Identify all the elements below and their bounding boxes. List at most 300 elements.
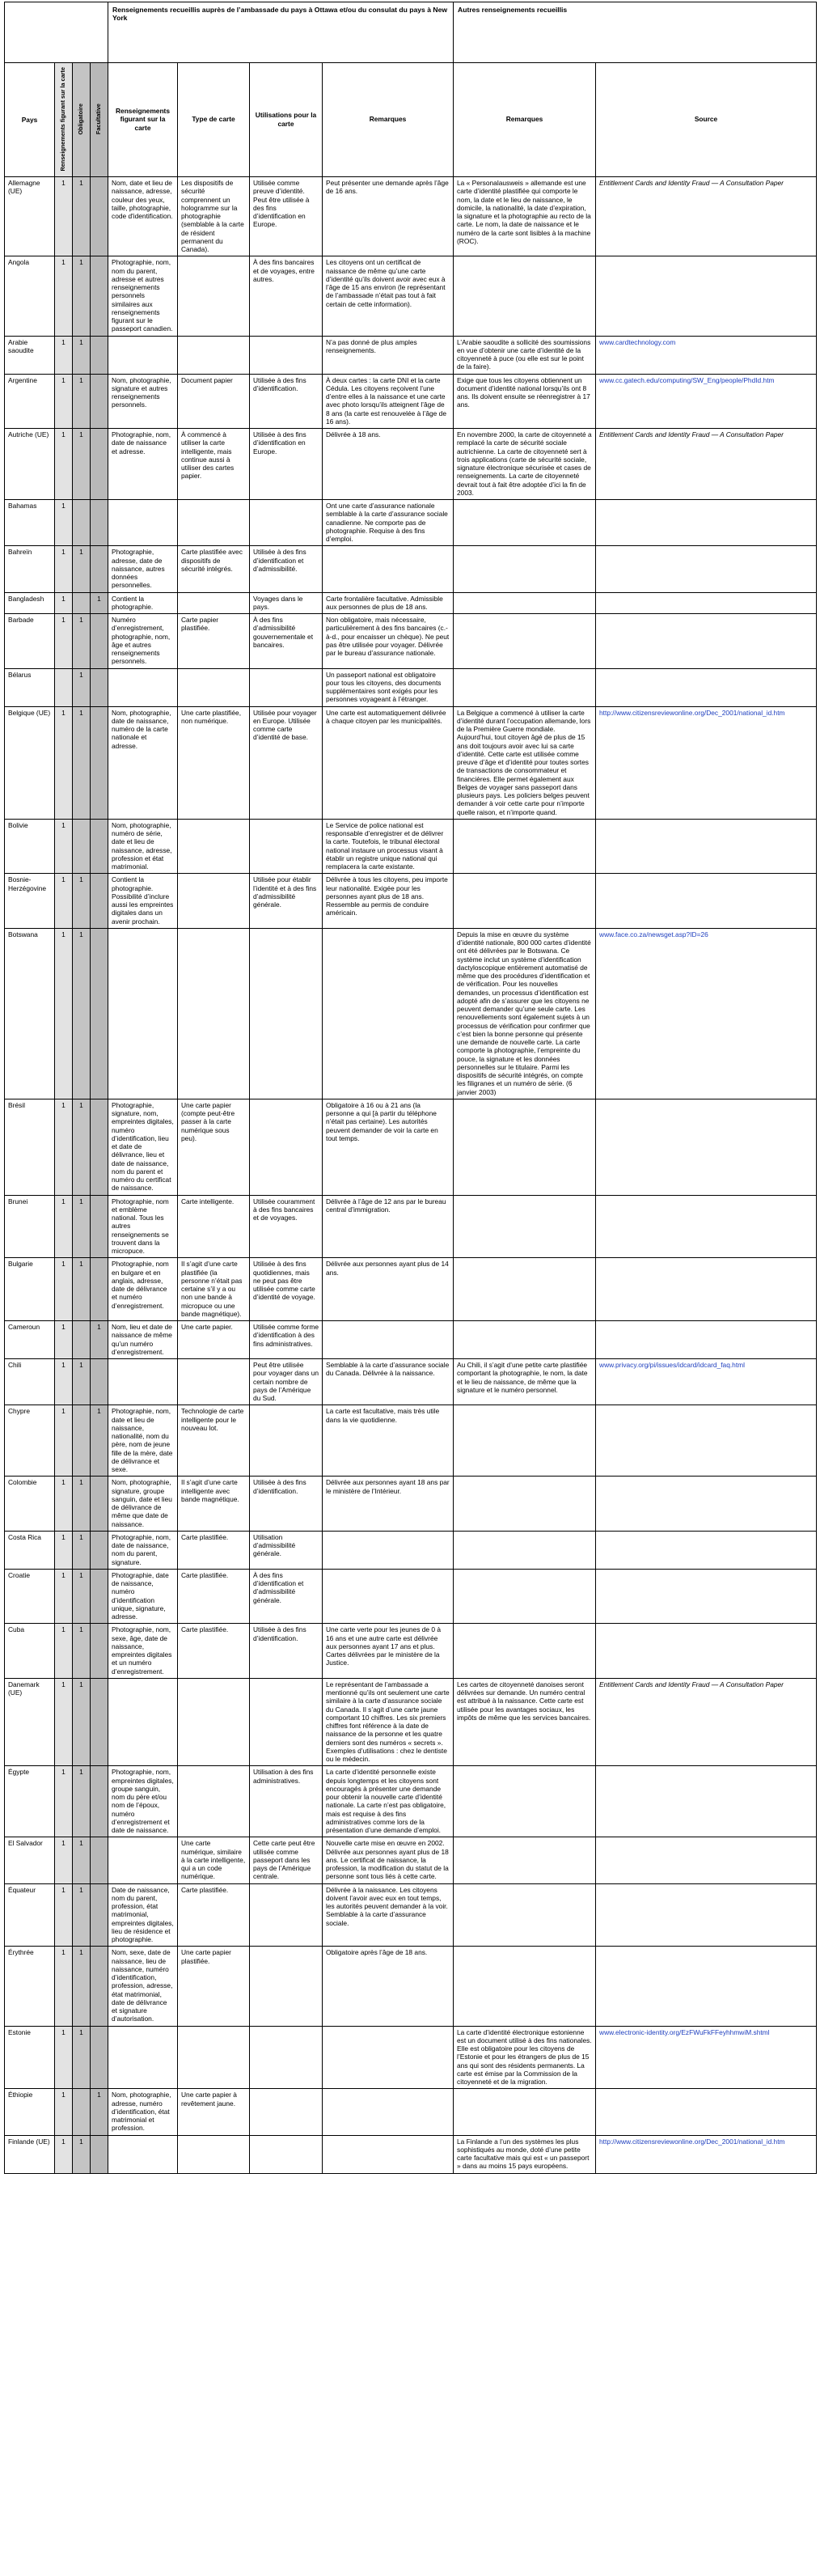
renseignements-cell	[108, 374, 178, 429]
type-carte-text: Une carte papier.	[181, 1323, 233, 1331]
facultative-text: 1	[97, 594, 101, 603]
renseignements-cell	[108, 1624, 178, 1679]
table-row	[5, 1883, 817, 1947]
facultative-cell	[91, 1477, 108, 1532]
type-carte-cell	[178, 2089, 250, 2135]
remarques-autres-cell	[454, 1099, 596, 1195]
country-cell	[5, 1258, 55, 1321]
source-link[interactable]: http://www.citizensreviewonline.org/Dec_2001/national_id.htm	[599, 708, 785, 717]
facultative-cell	[91, 2089, 108, 2135]
facultative-cell	[91, 668, 108, 706]
facultative-cell	[91, 1359, 108, 1405]
flag-cell	[55, 1321, 73, 1359]
obligatoire-cell	[73, 1195, 91, 1258]
flag-cell	[55, 592, 73, 614]
type-carte-cell	[178, 614, 250, 669]
utilisations-text: Utilisée à des fins quotidiennes, mais ne peut pas être utilisée comme carte d’identité de voyage.	[253, 1260, 315, 1302]
obligatoire-text: 1	[79, 1625, 83, 1634]
obligatoire-cell	[73, 429, 91, 500]
utilisations-cell	[250, 1766, 323, 1837]
country-text: Bahamas	[8, 502, 37, 510]
facultative-cell	[91, 874, 108, 929]
country-cell	[5, 429, 55, 500]
source-cell[interactable]	[596, 336, 817, 374]
source-cell	[596, 1947, 817, 2026]
remarques-cell	[323, 1195, 454, 1258]
remarques-cell	[323, 374, 454, 429]
remarques-text: Délivrée aux personnes ayant 18 ans par le ministère de l’Intérieur.	[326, 1478, 450, 1495]
flag-text: 1	[61, 1361, 66, 1369]
country-text: El Salvador	[8, 1839, 43, 1848]
utilisations-cell	[250, 500, 323, 546]
remarques-autres-cell	[454, 177, 596, 256]
renseignements-cell	[108, 177, 178, 256]
table-row	[5, 2135, 817, 2173]
country-text: Costa Rica	[8, 1532, 41, 1541]
flag-text: 1	[61, 375, 66, 384]
remarques-autres-cell	[454, 2089, 596, 2135]
flag-cell	[55, 1477, 73, 1532]
country-text: Égypte	[8, 1768, 30, 1777]
flag-text: 1	[61, 1839, 66, 1848]
utilisations-cell	[250, 546, 323, 592]
facultative-cell	[91, 374, 108, 429]
remarques-cell	[323, 2089, 454, 2135]
type-carte-text: Carte papier plastifiée.	[181, 616, 219, 633]
country-cell	[5, 1766, 55, 1837]
remarques-cell	[323, 928, 454, 1099]
remarques-autres-cell	[454, 546, 596, 592]
remarques-cell	[323, 500, 454, 546]
renseignements-text: Photographie, nom, nom du parent, adresse et autres renseignements personnels similaires aux renseignements figurant sur le passeport canadien.	[112, 258, 173, 333]
facultative-text: 1	[97, 2091, 101, 2099]
obligatoire-text: 1	[79, 670, 83, 679]
flag-cell	[55, 706, 73, 819]
source-cell[interactable]	[596, 2026, 817, 2089]
obligatoire-cell	[73, 1766, 91, 1837]
source-cell	[596, 500, 817, 546]
remarques-autres-cell	[454, 2135, 596, 2173]
source-link[interactable]: http://www.citizensreviewonline.org/Dec_2001/national_id.htm	[599, 2137, 785, 2146]
table-row	[5, 1569, 817, 1624]
type-carte-cell	[178, 592, 250, 614]
type-carte-text: Carte plastifiée.	[181, 1625, 229, 1634]
type-carte-cell	[178, 1947, 250, 2026]
flag-text: 1	[61, 1323, 66, 1331]
country-text: Croatie	[8, 1570, 30, 1579]
utilisations-cell	[250, 2026, 323, 2089]
renseignements-text: Photographie, nom, sexe, âge, date de naissance, empreintes digitales et un numéro d’enregistrement.	[112, 1625, 172, 1676]
remarques-cell	[323, 1359, 454, 1405]
remarques-text: La carte d’identité personnelle existe depuis longtemps et les citoyens sont encouragés à présenter une demande pour obtenir la nouvelle carte d’identité nationale. La carte n’est pas obligatoire, mais est requise à des fins administratives comme lors de la présentation d’une demande d’emploi.	[326, 1768, 446, 1834]
remarques-text: Carte frontalière facultative. Admissible aux personnes de plus de 18 ans.	[326, 594, 443, 611]
country-text: Éthiopie	[8, 2091, 33, 2099]
table-row	[5, 374, 817, 429]
obligatoire-text: 1	[79, 430, 83, 439]
renseignements-text: Photographie, nom, date de naissance et adresse.	[112, 430, 171, 455]
utilisations-text: Cette carte peut être utilisée comme passeport dans les pays de l’Amérique centrale.	[253, 1839, 315, 1881]
source-cell[interactable]	[596, 706, 817, 819]
remarques-cell	[323, 1678, 454, 1766]
remarques-text: Les citoyens ont un certificat de naissance de même qu’une carte d’identité qu’ils doivent avoir avec eux à l’âge de 15 ans environ (le représentant de l’ambassade n’était pas tout à fait certain de cette information).	[326, 258, 446, 308]
source-cell	[596, 668, 817, 706]
type-carte-cell	[178, 374, 250, 429]
remarques-cell	[323, 706, 454, 819]
obligatoire-text: 1	[79, 548, 83, 557]
type-carte-cell	[178, 1883, 250, 1947]
remarques-cell	[323, 2026, 454, 2089]
facultative-cell	[91, 614, 108, 669]
remarques-cell	[323, 336, 454, 374]
obligatoire-text: 1	[79, 1361, 83, 1369]
table-row	[5, 500, 817, 546]
obligatoire-text: 1	[79, 1260, 83, 1269]
renseignements-cell	[108, 546, 178, 592]
obligatoire-text: 1	[79, 1680, 83, 1688]
source-cell	[596, 1883, 817, 1947]
flag-text: 1	[61, 258, 66, 267]
remarques-autres-cell	[454, 1766, 596, 1837]
source-cell[interactable]	[596, 928, 817, 1099]
renseignements-text: Photographie, nom en bulgare et en anglais, adresse, date de délivrance et numéro d’enregistrement.	[112, 1260, 169, 1310]
utilisations-cell	[250, 874, 323, 929]
table-row	[5, 1837, 817, 1883]
facultative-text: 1	[97, 1323, 101, 1331]
country-text: Cuba	[8, 1625, 25, 1634]
obligatoire-text: 1	[79, 1570, 83, 1579]
renseignements-cell	[108, 1883, 178, 1947]
renseignements-cell	[108, 1477, 178, 1532]
renseignements-cell	[108, 1569, 178, 1624]
obligatoire-cell	[73, 1258, 91, 1321]
table-row	[5, 1099, 817, 1195]
remarques-text: Délivrée à l’âge de 12 ans par le bureau central d’immigration.	[326, 1197, 446, 1214]
flag-text: 1	[61, 2027, 66, 2036]
country-cell	[5, 1947, 55, 2026]
type-carte-text: Une carte papier à revêtement jaune.	[181, 2091, 237, 2108]
table-row	[5, 2026, 817, 2089]
remarques-autres-cell	[454, 1883, 596, 1947]
renseignements-cell	[108, 819, 178, 874]
country-text: Brésil	[8, 1100, 25, 1109]
flag-cell	[55, 256, 73, 336]
source-link[interactable]: www.cardtechnology.com	[599, 337, 676, 346]
facultative-cell	[91, 1624, 108, 1679]
utilisations-cell	[250, 1258, 323, 1321]
type-carte-cell	[178, 1569, 250, 1624]
type-carte-cell	[178, 668, 250, 706]
country-cell	[5, 177, 55, 256]
type-carte-text: Technologie de carte intelligente pour le nouveau lot.	[181, 1407, 244, 1432]
source-link[interactable]: www.face.co.za/newsget.asp?ID=26	[599, 930, 708, 938]
obligatoire-cell	[73, 1359, 91, 1405]
obligatoire-text: 1	[79, 1532, 83, 1541]
remarques-text: Un passeport national est obligatoire pour tous les citoyens, des documents supplémentaires sont exigés pour les personnes voyageant à l’étranger.	[326, 670, 442, 704]
country-cell	[5, 1678, 55, 1766]
table-row	[5, 928, 817, 1099]
col-pays: Pays	[5, 63, 55, 177]
country-cell	[5, 2089, 55, 2135]
utilisations-cell	[250, 592, 323, 614]
renseignements-cell	[108, 928, 178, 1099]
source-cell	[596, 1624, 817, 1679]
flag-text: 1	[61, 616, 66, 624]
source-cell	[596, 1569, 817, 1624]
flag-text: 1	[61, 337, 66, 346]
facultative-cell	[91, 500, 108, 546]
type-carte-text: Il s’agit d’une carte plastifiée (la personne n’était pas certaine s’il y a ou non une bande à micropuce ou une bande magnétique).	[181, 1260, 243, 1318]
source-link[interactable]: www.privacy.org/pi/issues/idcard/idcard_faq.html	[599, 1361, 745, 1369]
source-cell	[596, 177, 817, 256]
renseignements-text: Photographie, nom, empreintes digitales, groupe sanguin, nom du père et/ou nom de l’époux, numéro d’enregistrement et date de naissance.	[112, 1768, 174, 1834]
remarques-autres-cell	[454, 1678, 596, 1766]
flag-cell	[55, 1569, 73, 1624]
remarques-text: La carte est facultative, mais très utile dans la vie quotidienne.	[326, 1407, 440, 1424]
remarques-text: Délivrée à la naissance. Les citoyens doivent l’avoir avec eux en tout temps, les autorités peuvent demander à la voir. Semblable à la carte d’assurance sociale.	[326, 1885, 448, 1927]
facultative-cell	[91, 1678, 108, 1766]
utilisations-text: Peut être utilisée pour voyager dans un certain nombre de pays de l’Amérique du Sud.	[253, 1361, 319, 1402]
source-cell[interactable]	[596, 2135, 817, 2173]
remarques-cell	[323, 429, 454, 500]
flag-cell	[55, 1195, 73, 1258]
flag-cell	[55, 546, 73, 592]
col-facultative: Facultative	[91, 63, 108, 177]
type-carte-cell	[178, 928, 250, 1099]
utilisations-cell	[250, 2135, 323, 2173]
country-text: Argentine	[8, 375, 37, 384]
country-cell	[5, 1099, 55, 1195]
facultative-cell	[91, 1099, 108, 1195]
type-carte-cell	[178, 1837, 250, 1883]
obligatoire-text: 1	[79, 708, 83, 717]
utilisations-cell	[250, 336, 323, 374]
obligatoire-cell	[73, 668, 91, 706]
type-carte-text: Carte plastifiée avec dispositifs de sécurité intégrés.	[181, 548, 243, 573]
utilisations-text: À des fins bancaires et de voyages, entre autres.	[253, 258, 315, 283]
renseignements-cell	[108, 336, 178, 374]
renseignements-text: Date de naissance, nom du parent, profession, état matrimonial, empreintes digitales, lieu de résidence et photographie.	[112, 1885, 174, 1943]
type-carte-cell	[178, 819, 250, 874]
utilisations-cell	[250, 928, 323, 1099]
utilisations-cell	[250, 706, 323, 819]
remarques-cell	[323, 1837, 454, 1883]
obligatoire-text: 1	[79, 875, 83, 884]
utilisations-cell	[250, 374, 323, 429]
obligatoire-cell	[73, 1405, 91, 1477]
obligatoire-text: 1	[79, 1478, 83, 1487]
obligatoire-cell	[73, 1321, 91, 1359]
remarques-autres-text: La « Personalausweis » allemande est une carte d’identité plastifiée qui comporte le nom, la date et le lieu de naissance, le domicile, la nationalité, la date d’expiration, la signature et la photographie au recto de la carte. Le nom, la date de naissance et le numéro de la carte sont lisibles à la machine (ROC).	[457, 179, 591, 245]
facultative-cell	[91, 546, 108, 592]
flag-text: 1	[61, 1197, 66, 1205]
type-carte-cell	[178, 874, 250, 929]
facultative-cell	[91, 592, 108, 614]
obligatoire-text: 1	[79, 258, 83, 267]
source-cell	[596, 1531, 817, 1569]
col-remarques: Remarques	[323, 63, 454, 177]
type-carte-cell	[178, 1531, 250, 1569]
flag-text: 1	[61, 1407, 66, 1416]
country-cell	[5, 819, 55, 874]
flag-cell	[55, 1624, 73, 1679]
obligatoire-cell	[73, 1569, 91, 1624]
utilisations-text: Utilisée pour établir l’identité et à des fins d’admissibilité générale.	[253, 875, 317, 909]
header-group-ottawa: Renseignements recueillis auprès de l’ambassade du pays à Ottawa et/ou du consulat du pays à New York	[108, 2, 454, 63]
remarques-autres-cell	[454, 1195, 596, 1258]
country-cell	[5, 546, 55, 592]
utilisations-text: Voyages dans le pays.	[253, 594, 303, 611]
utilisations-cell	[250, 429, 323, 500]
type-carte-cell	[178, 336, 250, 374]
table-row	[5, 668, 817, 706]
flag-cell	[55, 1405, 73, 1477]
renseignements-text: Nom, photographie, signature, groupe sanguin, date et lieu de délivrance de même que date de naissance.	[112, 1478, 172, 1528]
remarques-text: Peut présenter une demande après l’âge de 16 ans.	[326, 179, 449, 196]
remarques-autres-text: Les cartes de citoyenneté danoises seront délivrées sur demande. Un numéro central est attribué à la naissance. Cette carte est utilisée pour les avantages sociaux, les impôts de même que les services bancaires.	[457, 1680, 591, 1722]
remarques-autres-cell	[454, 668, 596, 706]
obligatoire-cell	[73, 546, 91, 592]
country-text: Estonie	[8, 2027, 31, 2036]
remarques-cell	[323, 668, 454, 706]
renseignements-cell	[108, 668, 178, 706]
source-text: Entitlement Cards and Identity Fraud — A Consultation Paper	[599, 179, 784, 187]
country-text: Équateur	[8, 1885, 36, 1894]
flag-text: 1	[61, 1768, 66, 1777]
table-row	[5, 1258, 817, 1321]
flag-cell	[55, 1837, 73, 1883]
renseignements-text: Nom, date et lieu de naissance, adresse, couleur des yeux, taille, photographie, code d'identification.	[112, 179, 173, 220]
renseignements-cell	[108, 614, 178, 669]
country-text: Brunei	[8, 1197, 28, 1205]
flag-cell	[55, 1359, 73, 1405]
remarques-autres-cell	[454, 336, 596, 374]
flag-text: 1	[61, 2091, 66, 2099]
source-cell[interactable]	[596, 1359, 817, 1405]
utilisations-cell	[250, 1531, 323, 1569]
renseignements-cell	[108, 2089, 178, 2135]
country-cell	[5, 1569, 55, 1624]
source-cell	[596, 592, 817, 614]
flag-cell	[55, 2135, 73, 2173]
obligatoire-text: 1	[79, 1197, 83, 1205]
flag-text: 1	[61, 1625, 66, 1634]
table-row	[5, 1531, 817, 1569]
flag-cell	[55, 1883, 73, 1947]
facultative-cell	[91, 1837, 108, 1883]
obligatoire-cell	[73, 1624, 91, 1679]
utilisations-cell	[250, 2089, 323, 2135]
utilisations-text: Utilisée comme preuve d’identité. Peut être utilisée à des fins d’identification en Europe.	[253, 179, 310, 229]
table-row	[5, 1947, 817, 2026]
renseignements-text: Photographie, signature, nom, empreintes digitales, numéro d’identification, lieu et date de délivrance, lieu et date de naissance, nom du parent et numéro du certificat de naissance.	[112, 1100, 174, 1193]
flag-cell	[55, 1258, 73, 1321]
renseignements-cell	[108, 1359, 178, 1405]
header-group-other: Autres renseignements recueillis	[454, 2, 817, 63]
type-carte-text: À commencé à utiliser la carte intelligente, mais continue aussi à utiliser des cartes papier.	[181, 430, 235, 481]
type-carte-cell	[178, 1258, 250, 1321]
country-cell	[5, 500, 55, 546]
source-cell	[596, 1405, 817, 1477]
source-cell	[596, 819, 817, 874]
obligatoire-text: 1	[79, 1948, 83, 1957]
country-cell	[5, 1837, 55, 1883]
renseignements-cell	[108, 706, 178, 819]
utilisations-text: Utilisée couramment à des fins bancaires et de voyages.	[253, 1197, 315, 1222]
renseignements-text: Nom, photographie, adresse, numéro d’identification, état matrimonial et profession.	[112, 2091, 171, 2133]
flag-cell	[55, 500, 73, 546]
renseignements-cell	[108, 1766, 178, 1837]
remarques-text: À deux cartes : la carte DNI et la carte Cédula. Les citoyens reçoivent l’une d’entre elles à la naissance et une carte avec photo lorsqu’ils atteignent l’âge de 8 ans (la carte est renouvelée à l’âge de 16 ans).	[326, 375, 446, 426]
facultative-cell	[91, 1258, 108, 1321]
table-row	[5, 1678, 817, 1766]
table-row	[5, 336, 817, 374]
country-text: Belgique (UE)	[8, 708, 51, 717]
source-cell	[596, 1258, 817, 1321]
country-cell	[5, 1321, 55, 1359]
utilisations-cell	[250, 1624, 323, 1679]
remarques-autres-cell	[454, 1531, 596, 1569]
flag-text: 1	[61, 1885, 66, 1894]
utilisations-cell	[250, 1099, 323, 1195]
remarques-autres-text: En novembre 2000, la carte de citoyenneté a remplacé la carte de sécurité sociale autrichienne. La carte de citoyenneté sert à trois applications (carte de sécurité sociale, signature électronique sécurisée et cases de renseignements. La carte de citoyenneté devrait tout à fait être adoptée d’ici la fin de 2003.	[457, 430, 592, 497]
col-remarques-autres: Remarques	[454, 63, 596, 177]
flag-text: 1	[61, 930, 66, 938]
source-cell[interactable]	[596, 374, 817, 429]
type-carte-cell	[178, 1359, 250, 1405]
type-carte-text: Il s’agit d’une carte intelligente avec bande magnétique.	[181, 1478, 239, 1503]
country-cell	[5, 1405, 55, 1477]
source-link[interactable]: www.electronic-identity.org/EzFWuFkFFeyhhmwiM.shtml	[599, 2027, 770, 2036]
remarques-autres-cell	[454, 706, 596, 819]
renseignements-text: Nom, photographie, signature et autres renseignements personnels.	[112, 375, 171, 409]
obligatoire-cell	[73, 706, 91, 819]
obligatoire-cell	[73, 1678, 91, 1766]
country-cell	[5, 1195, 55, 1258]
flag-text: 1	[61, 1478, 66, 1487]
type-carte-text: Carte plastifiée.	[181, 1532, 229, 1541]
source-cell	[596, 1837, 817, 1883]
remarques-cell	[323, 1321, 454, 1359]
obligatoire-text: 1	[79, 179, 83, 187]
type-carte-text: Carte plastifiée.	[181, 1570, 229, 1579]
source-link[interactable]: www.cc.gatech.edu/computing/SW_Eng/people/PhdId.htm	[599, 375, 775, 384]
flag-cell	[55, 614, 73, 669]
utilisations-cell	[250, 614, 323, 669]
utilisations-text: Utilisée à des fins d’identification.	[253, 1478, 306, 1495]
source-cell	[596, 2089, 817, 2135]
remarques-cell	[323, 874, 454, 929]
obligatoire-cell	[73, 874, 91, 929]
flag-cell	[55, 374, 73, 429]
remarques-autres-cell	[454, 1258, 596, 1321]
flag-cell	[55, 874, 73, 929]
type-carte-text: Une carte papier plastifiée.	[181, 1948, 231, 1965]
utilisations-cell	[250, 1569, 323, 1624]
utilisations-cell	[250, 1678, 323, 1766]
renseignements-cell	[108, 1531, 178, 1569]
flag-text: 1	[61, 1680, 66, 1688]
renseignements-cell	[108, 874, 178, 929]
country-cell	[5, 928, 55, 1099]
flag-text: 1	[61, 1532, 66, 1541]
remarques-text: Semblable à la carte d’assurance sociale du Canada. Délivrée à la naissance.	[326, 1361, 450, 1378]
remarques-cell	[323, 2135, 454, 2173]
col-renseignements-flag: Renseignements figurant sur la carte	[55, 63, 73, 177]
obligatoire-text: 1	[79, 616, 83, 624]
table-row	[5, 614, 817, 669]
type-carte-cell	[178, 1678, 250, 1766]
remarques-autres-text: Depuis la mise en œuvre du système d’identité nationale, 800 000 cartes d’identité ont été délivrées par le Botswana. Ce système inclut un système d’identification dactyloscopique entièrement automatisé de même que des procédures d’identification et de vérification. Pour les nouvelles demandes, un processus d’identification est adopté afin de s’assurer que les citoyens ne peuvent demander qu’une seule carte. Les renouvellements sont également sujets à un processus de vérification pour confirmer que c’est bien la bonne personne qui présente une demande de nouvelle carte. La carte comporte la photographie, l’empreinte du pouce, la signature et les données personnelles sur le titulaire. Parmi les dispositifs de sécurité intégrés, on compte les filigranes et un numéro de série. (6 janvier 2003)	[457, 930, 591, 1096]
